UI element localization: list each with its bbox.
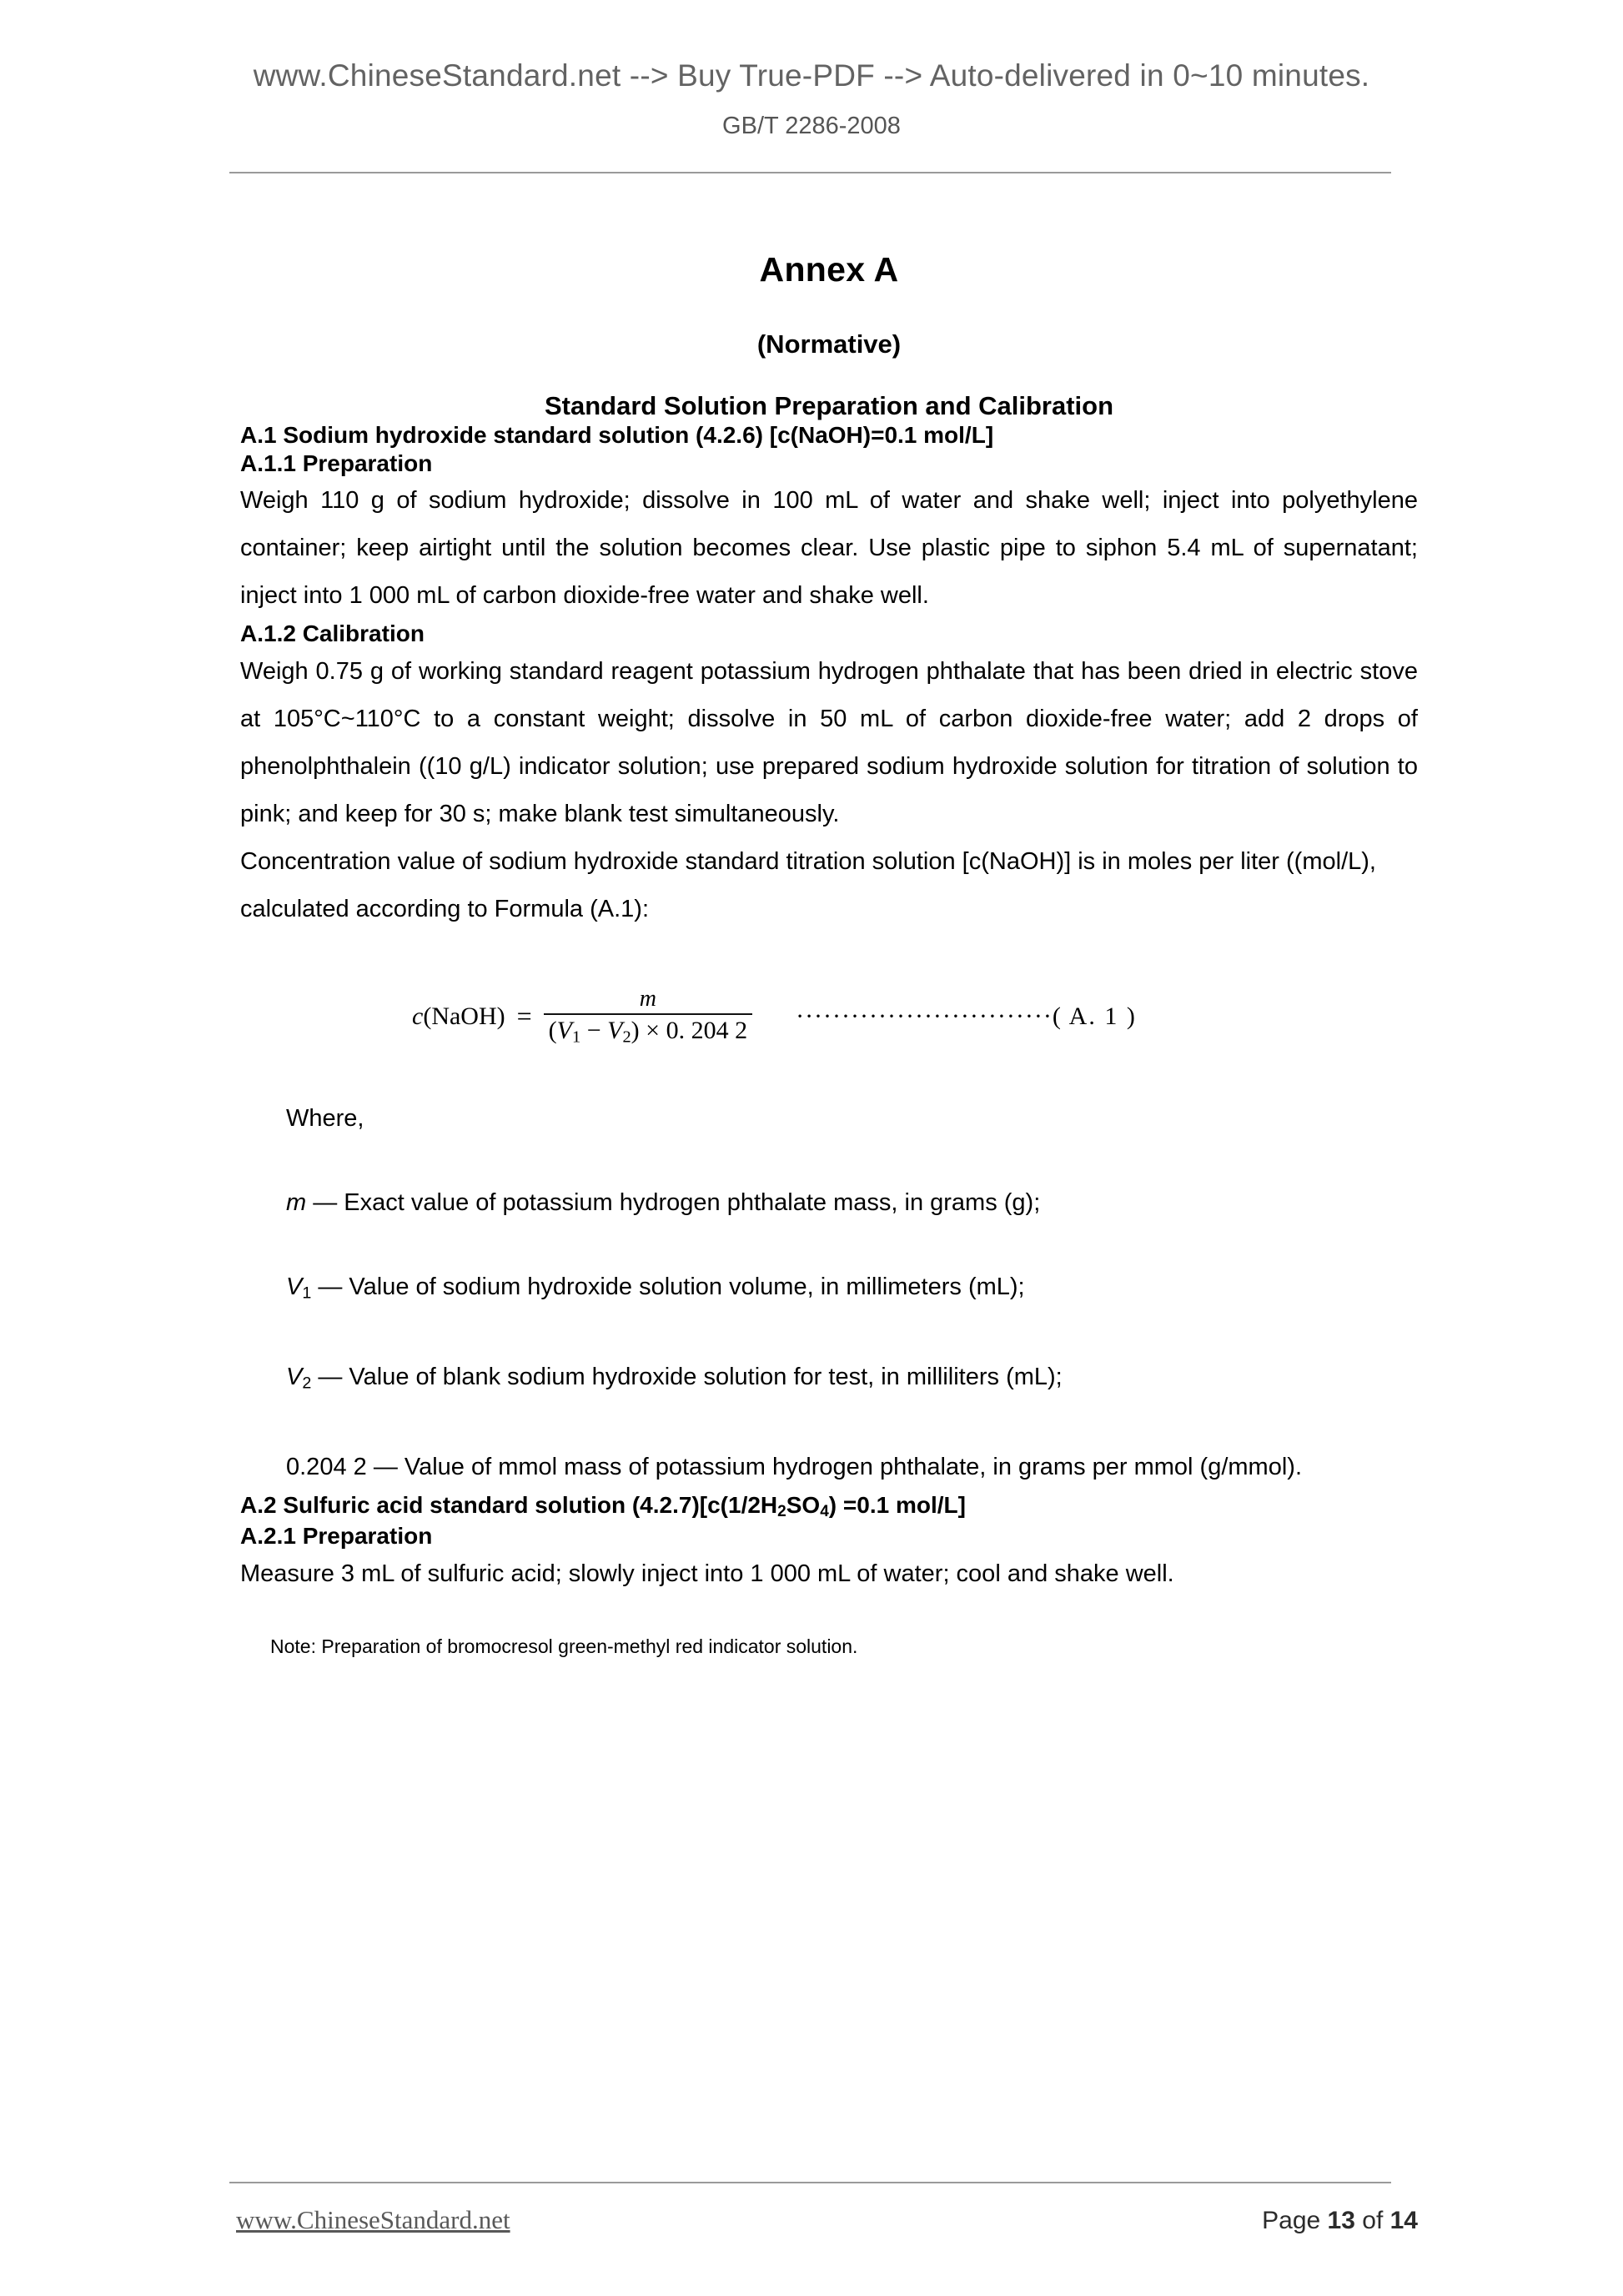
legend-item-m xyxy=(286,1179,1418,1227)
heading-a2-part1: A.2 Sulfuric acid standard solution (4.2.7)[c(1/2H xyxy=(240,1492,778,1519)
denom-v2-symbol: V xyxy=(607,1016,623,1044)
paragraph-a1-1-body: Weigh 110 g of sodium hydroxide; dissolve in 100 mL of water and shake well; inject into polyethylene container; keep airtight until the solution becomes clear. Use plastic pipe to siphon 5.4 mL of supernatant; inject into 1 000 mL of carbon dioxide-free water and shake well. xyxy=(240,487,1418,610)
heading-a2-part2: SO xyxy=(786,1492,821,1519)
heading-a2-part3: ) =0.1 mol/L] xyxy=(828,1492,966,1519)
annex-normative-label: (Normative) xyxy=(756,329,902,359)
legend-subscript-v2: 2 xyxy=(302,1374,312,1393)
formula-left-hand-side xyxy=(412,1002,505,1031)
legend-desc-v2: — Value of blank sodium hydroxide solution for test, in milliliters (mL); xyxy=(311,1364,1063,1391)
formula-naoh-term: (NaOH) xyxy=(423,1002,505,1030)
heading-a2-sub-o4: 4 xyxy=(820,1503,829,1521)
heading-a1-2: A.1.2 Calibration xyxy=(240,620,425,647)
page-label-mid: of xyxy=(1354,2207,1390,2234)
page-current-number: 13 xyxy=(1327,2207,1355,2234)
legend-item-v1 xyxy=(286,1264,1418,1317)
footer-page-number xyxy=(1262,2207,1418,2235)
formula-denominator xyxy=(544,1015,752,1047)
heading-a2 xyxy=(240,1491,1418,1522)
standard-number: GB/T 2286-2008 xyxy=(722,113,901,139)
paragraph-a1-2-body-2: Concentration value of sodium hydroxide standard titration solution [c(NaOH)] is in moles per liter ((mol/L), calculated according to Formula (A.1): xyxy=(240,847,1376,922)
legend-desc-m: — Exact value of potassium hydrogen phthalate mass, in grams (g); xyxy=(306,1188,1041,1216)
page-total-number: 14 xyxy=(1389,2207,1418,2234)
legend-desc-v1: — Value of sodium hydroxide solution volume, in millimeters (mL); xyxy=(311,1273,1025,1300)
paragraph-a2-1-body: Measure 3 mL of sulfuric acid; slowly inject into 1 000 mL of water; cool and shake well. xyxy=(240,1560,1174,1588)
legend-item-v2 xyxy=(286,1354,1418,1407)
heading-a1-1: A.1.1 Preparation xyxy=(240,450,433,476)
legend-symbol-constant: 0.204 2 xyxy=(286,1454,367,1481)
denom-v1-subscript: 1 xyxy=(572,1027,581,1046)
page-content xyxy=(240,250,1418,1660)
where-label: Where, xyxy=(286,1104,364,1132)
formula-a1 xyxy=(240,975,1418,1058)
formula-number: ( A. 1 ) xyxy=(1052,1002,1137,1030)
formula-legend xyxy=(240,1095,1418,1492)
heading-a2-1: A.2.1 Preparation xyxy=(240,1523,433,1550)
watermark-banner: www.ChineseStandard.net --> Buy True-PDF --> Auto-delivered in 0~10 minutes. xyxy=(253,58,1370,93)
heading-a1: A.1 Sodium hydroxide standard solution (4.2.6) [c(NaOH)=0.1 mol/L] xyxy=(240,422,994,448)
denom-minus-sign: − xyxy=(580,1016,608,1044)
page-label-prefix: Page xyxy=(1262,2207,1328,2234)
annex-title: Annex A xyxy=(759,250,899,289)
legend-subscript-v1: 1 xyxy=(302,1284,312,1303)
note-text: Note: Preparation of bromocresol green-methyl red indicator solution. xyxy=(270,1635,858,1658)
legend-symbol-m: m xyxy=(286,1188,307,1216)
legend-item-constant xyxy=(286,1444,1418,1491)
footer-divider xyxy=(229,2182,1391,2183)
denom-v1-symbol: V xyxy=(556,1016,572,1044)
header-divider xyxy=(229,172,1391,173)
legend-symbol-v1: V xyxy=(286,1273,303,1300)
paragraph-a1-2-body: Weigh 0.75 g of working standard reagent potassium hydrogen phthalate that has been dried in electric stove at 105°C~110°C to a constant weight; dissolve in 50 mL of carbon dioxide-free water; add 2 drops of phenolphthalein ((10 g/L) indicator solution; use prepared sodium hydroxide solution for titration of solution to pink; and keep for 30 s; make blank test simultaneously. xyxy=(240,657,1418,827)
footer-site-link[interactable]: www.ChineseStandard.net xyxy=(236,2205,510,2234)
denom-v2-subscript: 2 xyxy=(622,1027,631,1046)
heading-a2-sub-h2: 2 xyxy=(777,1503,786,1521)
denom-factor: ) × 0. 204 2 xyxy=(631,1016,748,1044)
legend-symbol-v2: V xyxy=(286,1364,303,1391)
denom-open-paren: ( xyxy=(548,1016,557,1044)
formula-dot-leader: ···························· xyxy=(796,1002,1053,1030)
annex-subtitle: Standard Solution Preparation and Calibration xyxy=(544,391,1114,420)
legend-desc-constant: — Value of mmol mass of potassium hydrogen phthalate, in grams per mmol (g/mmol). xyxy=(366,1454,1302,1481)
formula-fraction xyxy=(544,987,752,1046)
formula-equals-sign: = xyxy=(516,1001,532,1032)
formula-numerator: m xyxy=(639,986,656,1012)
formula-c-symbol: c xyxy=(412,1002,424,1030)
